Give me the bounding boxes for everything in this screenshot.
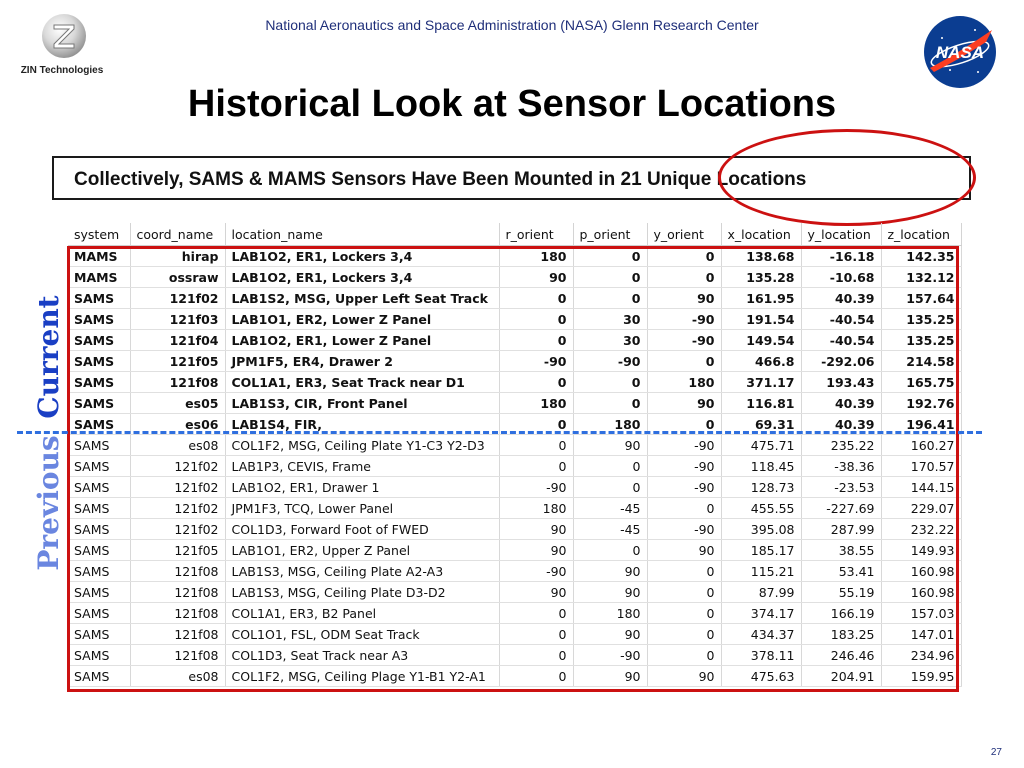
table-cell: 229.07 bbox=[881, 498, 961, 519]
table-cell: 157.64 bbox=[881, 288, 961, 309]
table-cell: LAB1S3, CIR, Front Panel bbox=[225, 393, 499, 414]
table-cell: 159.95 bbox=[881, 666, 961, 687]
table-cell: 121f02 bbox=[130, 477, 225, 498]
table-cell: SAMS bbox=[68, 540, 130, 561]
previous-label: Previous bbox=[32, 435, 65, 571]
table-cell: 0 bbox=[499, 456, 573, 477]
table-cell: 90 bbox=[573, 561, 647, 582]
table-cell: MAMS bbox=[68, 267, 130, 288]
table-cell: SAMS bbox=[68, 477, 130, 498]
table-cell: 191.54 bbox=[721, 309, 801, 330]
table-row bbox=[68, 624, 961, 645]
table-cell: 121f08 bbox=[130, 624, 225, 645]
table-cell: SAMS bbox=[68, 624, 130, 645]
table-row bbox=[68, 498, 961, 519]
table-cell: 121f05 bbox=[130, 540, 225, 561]
table-cell: SAMS bbox=[68, 330, 130, 351]
table-row bbox=[68, 603, 961, 624]
table-cell: -292.06 bbox=[801, 351, 881, 372]
table-cell: SAMS bbox=[68, 414, 130, 435]
table-cell: SAMS bbox=[68, 519, 130, 540]
table-row bbox=[68, 372, 961, 393]
table-cell: 121f08 bbox=[130, 645, 225, 666]
table-cell: 0 bbox=[647, 561, 721, 582]
table-cell: 160.27 bbox=[881, 435, 961, 456]
table-cell: SAMS bbox=[68, 393, 130, 414]
nasa-logo bbox=[920, 12, 1000, 92]
table-cell: 193.43 bbox=[801, 372, 881, 393]
table-cell: 180 bbox=[499, 393, 573, 414]
table-cell: LAB1S3, MSG, Ceiling Plate A2-A3 bbox=[225, 561, 499, 582]
table-cell: 165.75 bbox=[881, 372, 961, 393]
column-header-coord-name: coord_name bbox=[130, 223, 225, 246]
table-cell: SAMS bbox=[68, 582, 130, 603]
table-cell: -90 bbox=[573, 645, 647, 666]
table-cell: 30 bbox=[573, 309, 647, 330]
table-cell: 0 bbox=[573, 477, 647, 498]
table-row bbox=[68, 666, 961, 687]
zin-z-icon bbox=[42, 14, 86, 58]
summary-text bbox=[74, 169, 806, 191]
table-cell: 90 bbox=[573, 435, 647, 456]
table-cell: -90 bbox=[647, 456, 721, 477]
table-cell: 128.73 bbox=[721, 477, 801, 498]
table-cell: 147.01 bbox=[881, 624, 961, 645]
table-cell: 183.25 bbox=[801, 624, 881, 645]
table-cell: COL1A1, ER3, Seat Track near D1 bbox=[225, 372, 499, 393]
table-cell: JPM1F5, ER4, Drawer 2 bbox=[225, 351, 499, 372]
table-row bbox=[68, 456, 961, 477]
table-cell: 135.25 bbox=[881, 309, 961, 330]
zin-logo bbox=[12, 12, 112, 82]
table-cell: 121f08 bbox=[130, 603, 225, 624]
table-cell: SAMS bbox=[68, 603, 130, 624]
table-cell: -16.18 bbox=[801, 246, 881, 267]
table-row bbox=[68, 435, 961, 456]
table-cell: 53.41 bbox=[801, 561, 881, 582]
table-cell: ossraw bbox=[130, 267, 225, 288]
table-cell: -90 bbox=[499, 561, 573, 582]
table-cell: 87.99 bbox=[721, 582, 801, 603]
table-cell: 475.63 bbox=[721, 666, 801, 687]
table-row bbox=[68, 582, 961, 603]
table-cell: 232.22 bbox=[881, 519, 961, 540]
table-row bbox=[68, 351, 961, 372]
table-cell: 371.17 bbox=[721, 372, 801, 393]
sensor-location-table bbox=[68, 223, 962, 687]
table-cell: COL1O1, FSL, ODM Seat Track bbox=[225, 624, 499, 645]
table-cell: 466.8 bbox=[721, 351, 801, 372]
table-cell: 40.39 bbox=[801, 393, 881, 414]
table-cell: LAB1P3, CEVIS, Frame bbox=[225, 456, 499, 477]
table-cell: 192.76 bbox=[881, 393, 961, 414]
table-cell: 90 bbox=[647, 393, 721, 414]
table-cell: -90 bbox=[647, 330, 721, 351]
table-cell: 121f08 bbox=[130, 561, 225, 582]
table-cell: 0 bbox=[499, 645, 573, 666]
table-cell: 40.39 bbox=[801, 414, 881, 435]
table-cell: 0 bbox=[647, 603, 721, 624]
table-cell: 0 bbox=[499, 288, 573, 309]
table-cell: 90 bbox=[647, 540, 721, 561]
summary-highlight: 21 Unique Locations bbox=[620, 169, 807, 190]
table-cell: 0 bbox=[573, 393, 647, 414]
table-cell: 121f02 bbox=[130, 498, 225, 519]
summary-prefix: Collectively, SAMS & MAMS Sensors Have Been Mounted in bbox=[74, 169, 616, 190]
table-cell: 0 bbox=[647, 582, 721, 603]
table-cell: 166.19 bbox=[801, 603, 881, 624]
table-cell: 90 bbox=[499, 519, 573, 540]
column-header-y-orient: y_orient bbox=[647, 223, 721, 246]
table-cell: 0 bbox=[499, 435, 573, 456]
current-previous-divider bbox=[17, 431, 982, 434]
table-cell: 149.93 bbox=[881, 540, 961, 561]
table-cell: 90 bbox=[573, 666, 647, 687]
page-number: 27 bbox=[990, 747, 1002, 758]
table-cell: 0 bbox=[647, 267, 721, 288]
table-cell: 121f03 bbox=[130, 309, 225, 330]
table-cell: 475.71 bbox=[721, 435, 801, 456]
table-cell: SAMS bbox=[68, 498, 130, 519]
table-cell: 38.55 bbox=[801, 540, 881, 561]
table-cell: 196.41 bbox=[881, 414, 961, 435]
table-cell: 116.81 bbox=[721, 393, 801, 414]
table-cell: 0 bbox=[647, 351, 721, 372]
table-cell: JPM1F3, TCQ, Lower Panel bbox=[225, 498, 499, 519]
nasa-logo-text: NASA bbox=[935, 43, 985, 62]
table-cell: LAB1O2, ER1, Lower Z Panel bbox=[225, 330, 499, 351]
table-cell: 40.39 bbox=[801, 288, 881, 309]
table-cell: 0 bbox=[573, 456, 647, 477]
table-cell: LAB1O2, ER1, Drawer 1 bbox=[225, 477, 499, 498]
table-cell: hirap bbox=[130, 246, 225, 267]
page-title: Historical Look at Sensor Locations bbox=[187, 83, 837, 125]
table-cell: 149.54 bbox=[721, 330, 801, 351]
table-cell: 0 bbox=[647, 624, 721, 645]
table-cell: 160.98 bbox=[881, 582, 961, 603]
table-cell: LAB1O2, ER1, Lockers 3,4 bbox=[225, 246, 499, 267]
table-cell: COL1A1, ER3, B2 Panel bbox=[225, 603, 499, 624]
table-cell: 0 bbox=[573, 246, 647, 267]
table-cell: 180 bbox=[573, 414, 647, 435]
table-cell: 0 bbox=[499, 603, 573, 624]
column-header-r-orient: r_orient bbox=[499, 223, 573, 246]
table-row bbox=[68, 246, 961, 267]
table-cell: 235.22 bbox=[801, 435, 881, 456]
table-cell: 0 bbox=[499, 666, 573, 687]
zin-logo-text: ZIN Technologies bbox=[20, 65, 104, 76]
table-row bbox=[68, 561, 961, 582]
table-cell: 434.37 bbox=[721, 624, 801, 645]
table-row bbox=[68, 645, 961, 666]
table-cell: 135.25 bbox=[881, 330, 961, 351]
table-cell: -90 bbox=[573, 351, 647, 372]
table-cell: 204.91 bbox=[801, 666, 881, 687]
header-org: National Aeronautics and Space Administration (NASA) Glenn Research Center bbox=[265, 17, 759, 33]
table-cell: 157.03 bbox=[881, 603, 961, 624]
table-cell: 90 bbox=[647, 666, 721, 687]
table-cell: SAMS bbox=[68, 435, 130, 456]
table-cell: es06 bbox=[130, 414, 225, 435]
table-cell: 0 bbox=[573, 372, 647, 393]
column-header-y-location: y_location bbox=[801, 223, 881, 246]
table-cell: SAMS bbox=[68, 666, 130, 687]
table-cell: 144.15 bbox=[881, 477, 961, 498]
table-cell: -38.36 bbox=[801, 456, 881, 477]
column-header-z-location: z_location bbox=[881, 223, 961, 246]
table-cell: -90 bbox=[499, 477, 573, 498]
table-cell: -40.54 bbox=[801, 330, 881, 351]
table-cell: 69.31 bbox=[721, 414, 801, 435]
table-cell: 0 bbox=[499, 624, 573, 645]
table-cell: COL1F2, MSG, Ceiling Plage Y1-B1 Y2-A1 bbox=[225, 666, 499, 687]
table-row bbox=[68, 393, 961, 414]
table-cell: MAMS bbox=[68, 246, 130, 267]
table-cell: 287.99 bbox=[801, 519, 881, 540]
table-cell: 170.57 bbox=[881, 456, 961, 477]
table-row bbox=[68, 288, 961, 309]
highlight-circle bbox=[718, 129, 976, 226]
table-cell: 180 bbox=[499, 246, 573, 267]
table-cell: LAB1O1, ER2, Upper Z Panel bbox=[225, 540, 499, 561]
table-cell: 0 bbox=[499, 330, 573, 351]
table-cell: LAB1O1, ER2, Lower Z Panel bbox=[225, 309, 499, 330]
table-cell: -45 bbox=[573, 519, 647, 540]
table-cell: 121f08 bbox=[130, 582, 225, 603]
table-cell: LAB1S2, MSG, Upper Left Seat Track bbox=[225, 288, 499, 309]
table-cell: -227.69 bbox=[801, 498, 881, 519]
table-cell: 135.28 bbox=[721, 267, 801, 288]
table-cell: 121f02 bbox=[130, 519, 225, 540]
table-cell: 90 bbox=[573, 624, 647, 645]
table-cell: -23.53 bbox=[801, 477, 881, 498]
table-cell: SAMS bbox=[68, 645, 130, 666]
table-cell: 0 bbox=[573, 540, 647, 561]
table-cell: 180 bbox=[647, 372, 721, 393]
table-cell: 180 bbox=[499, 498, 573, 519]
table-cell: 90 bbox=[499, 582, 573, 603]
column-header-system: system bbox=[68, 223, 130, 246]
table-cell: 0 bbox=[573, 267, 647, 288]
table-cell: 161.95 bbox=[721, 288, 801, 309]
table-cell: 55.19 bbox=[801, 582, 881, 603]
table-cell: -90 bbox=[499, 351, 573, 372]
table-cell: 0 bbox=[499, 372, 573, 393]
sensor-table-container bbox=[68, 223, 961, 687]
table-cell: 121f02 bbox=[130, 288, 225, 309]
table-cell: 234.96 bbox=[881, 645, 961, 666]
table-cell: -45 bbox=[573, 498, 647, 519]
table-cell: 121f02 bbox=[130, 456, 225, 477]
table-cell: 0 bbox=[647, 414, 721, 435]
table-cell: 0 bbox=[647, 246, 721, 267]
table-cell: SAMS bbox=[68, 372, 130, 393]
table-cell: SAMS bbox=[68, 351, 130, 372]
table-row bbox=[68, 330, 961, 351]
table-cell: 0 bbox=[647, 498, 721, 519]
table-body bbox=[68, 246, 961, 687]
column-header-p-orient: p_orient bbox=[573, 223, 647, 246]
table-cell: 115.21 bbox=[721, 561, 801, 582]
table-cell: 180 bbox=[573, 603, 647, 624]
table-row bbox=[68, 477, 961, 498]
table-cell: LAB1S3, MSG, Ceiling Plate D3-D2 bbox=[225, 582, 499, 603]
table-cell: 90 bbox=[499, 540, 573, 561]
table-header-row bbox=[68, 223, 961, 246]
table-cell: 455.55 bbox=[721, 498, 801, 519]
table-row bbox=[68, 267, 961, 288]
table-cell: LAB1O2, ER1, Lockers 3,4 bbox=[225, 267, 499, 288]
table-cell: 90 bbox=[499, 267, 573, 288]
table-cell: 160.98 bbox=[881, 561, 961, 582]
table-cell: 0 bbox=[647, 645, 721, 666]
table-cell: -90 bbox=[647, 519, 721, 540]
table-cell: 0 bbox=[499, 309, 573, 330]
table-cell: 185.17 bbox=[721, 540, 801, 561]
table-cell: 142.35 bbox=[881, 246, 961, 267]
table-cell: -90 bbox=[647, 477, 721, 498]
table-cell: LAB1S4, FIR, bbox=[225, 414, 499, 435]
table-row bbox=[68, 309, 961, 330]
table-cell: es05 bbox=[130, 393, 225, 414]
table-cell: 121f04 bbox=[130, 330, 225, 351]
table-cell: 121f05 bbox=[130, 351, 225, 372]
table-cell: 0 bbox=[499, 414, 573, 435]
table-cell: 138.68 bbox=[721, 246, 801, 267]
table-cell: es08 bbox=[130, 435, 225, 456]
table-cell: 214.58 bbox=[881, 351, 961, 372]
current-label: Current bbox=[32, 295, 65, 419]
table-cell: 121f08 bbox=[130, 372, 225, 393]
column-header-location-name: location_name bbox=[225, 223, 499, 246]
table-cell: -90 bbox=[647, 435, 721, 456]
table-cell: 374.17 bbox=[721, 603, 801, 624]
table-cell: 0 bbox=[573, 288, 647, 309]
table-cell: SAMS bbox=[68, 561, 130, 582]
table-cell: SAMS bbox=[68, 456, 130, 477]
table-row bbox=[68, 519, 961, 540]
table-cell: 246.46 bbox=[801, 645, 881, 666]
table-cell: 395.08 bbox=[721, 519, 801, 540]
table-cell: COL1F2, MSG, Ceiling Plate Y1-C3 Y2-D3 bbox=[225, 435, 499, 456]
table-cell: -40.54 bbox=[801, 309, 881, 330]
table-cell: -90 bbox=[647, 309, 721, 330]
table-row bbox=[68, 540, 961, 561]
table-cell: 378.11 bbox=[721, 645, 801, 666]
table-cell: SAMS bbox=[68, 288, 130, 309]
table-cell: COL1D3, Seat Track near A3 bbox=[225, 645, 499, 666]
table-cell: 132.12 bbox=[881, 267, 961, 288]
table-cell: -10.68 bbox=[801, 267, 881, 288]
table-cell: SAMS bbox=[68, 309, 130, 330]
table-cell: 30 bbox=[573, 330, 647, 351]
table-cell: es08 bbox=[130, 666, 225, 687]
table-cell: 90 bbox=[647, 288, 721, 309]
column-header-x-location: x_location bbox=[721, 223, 801, 246]
table-cell: 118.45 bbox=[721, 456, 801, 477]
table-cell: 90 bbox=[573, 582, 647, 603]
table-cell: COL1D3, Forward Foot of FWED bbox=[225, 519, 499, 540]
